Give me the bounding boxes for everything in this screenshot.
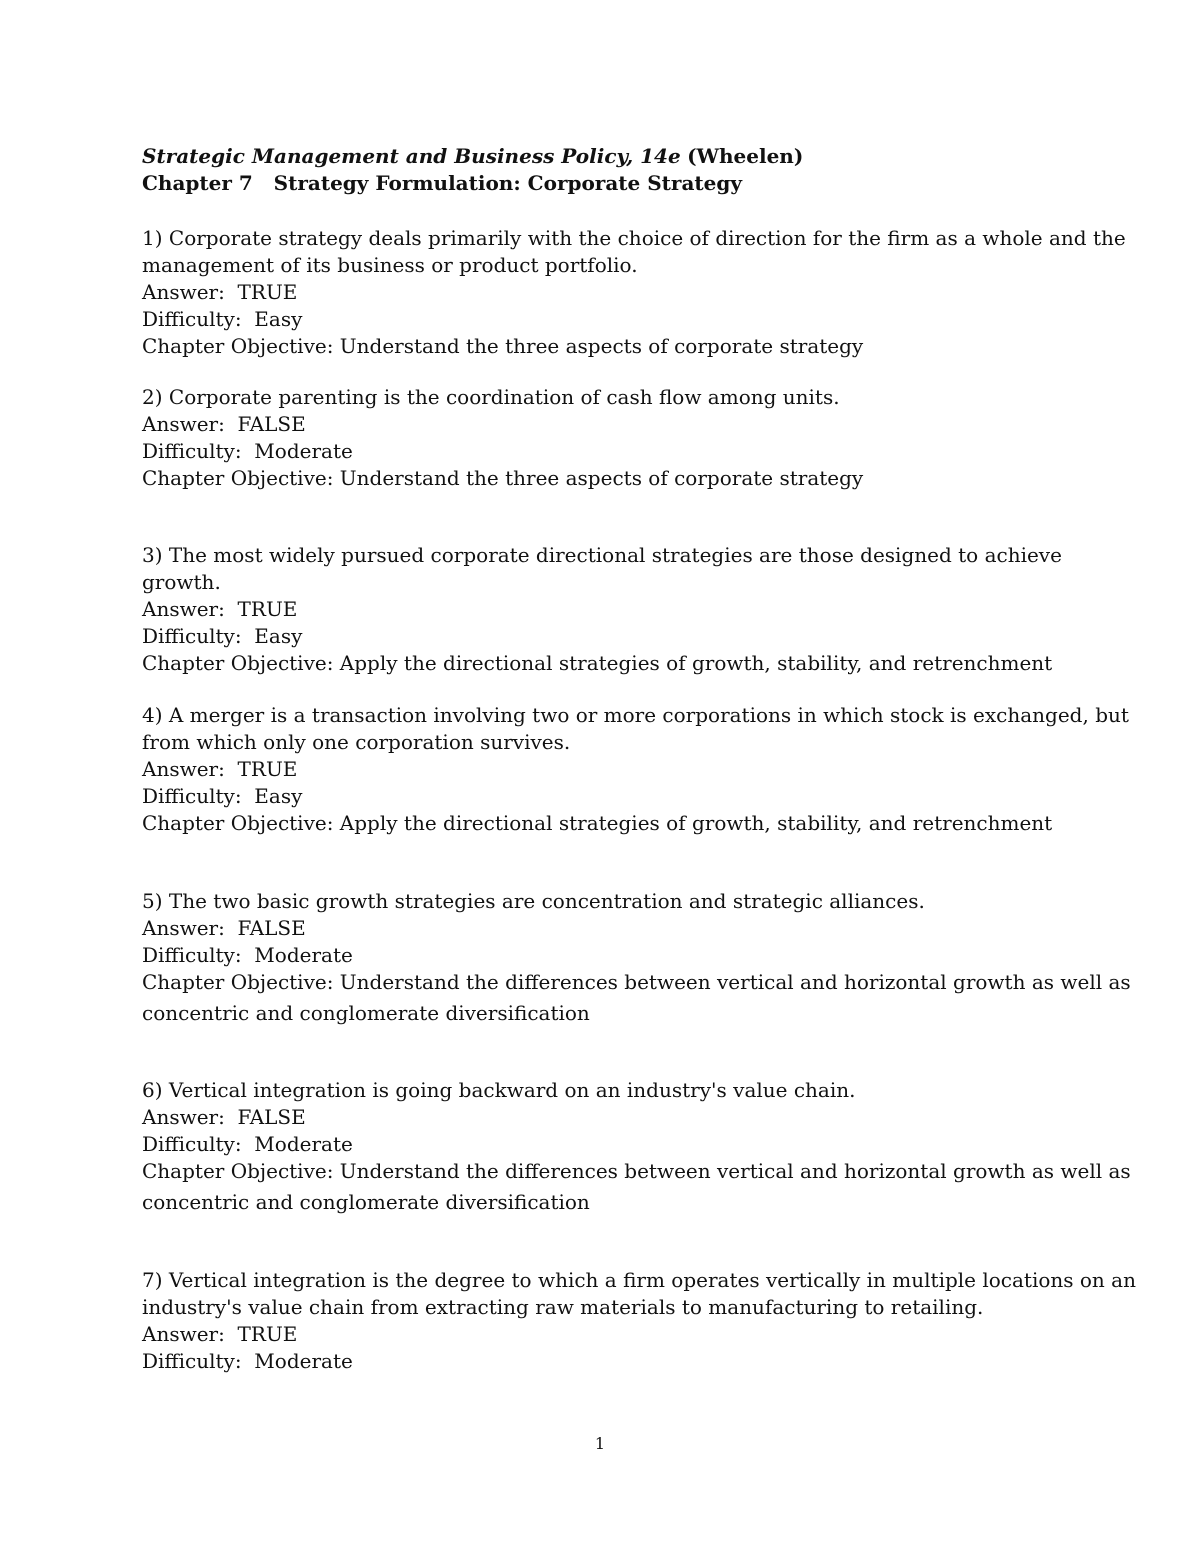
question-2 xyxy=(142,384,863,492)
answer: Answer: TRUE xyxy=(142,757,298,781)
chapter-objective: Chapter Objective: Understand the three aspects of corporate strategy xyxy=(142,334,864,358)
chapter-objective-continued: concentric and conglomerate diversification xyxy=(142,1001,590,1025)
author: (Wheelen) xyxy=(687,144,804,168)
difficulty: Difficulty: Easy xyxy=(142,307,303,331)
difficulty: Difficulty: Easy xyxy=(142,624,303,648)
question-text-line: 3) The most widely pursued corporate directional strategies are those designed to achieve xyxy=(142,543,1062,567)
difficulty: Difficulty: Moderate xyxy=(142,1349,353,1373)
chapter-objective-continued: concentric and conglomerate diversification xyxy=(142,1190,590,1214)
question-text-line: growth. xyxy=(142,570,221,594)
question-7 xyxy=(142,1267,1136,1375)
question-text-line: industry's value chain from extracting raw materials to manufacturing to retailing. xyxy=(142,1295,984,1319)
question-5 xyxy=(142,888,1131,1027)
chapter-heading: Chapter 7 Strategy Formulation: Corporate Strategy xyxy=(142,171,742,195)
answer: Answer: TRUE xyxy=(142,280,298,304)
question-1 xyxy=(142,225,1126,360)
difficulty: Difficulty: Moderate xyxy=(142,943,353,967)
answer: Answer: FALSE xyxy=(142,916,306,940)
page-number: 1 xyxy=(594,1434,606,1453)
chapter-objective: Chapter Objective: Apply the directional strategies of growth, stability, and retrenchment xyxy=(142,811,1053,835)
answer: Answer: FALSE xyxy=(142,1105,306,1129)
question-text-line: 1) Corporate strategy deals primarily with the choice of direction for the firm as a whole and the xyxy=(142,226,1126,250)
question-text-line: 6) Vertical integration is going backward on an industry's value chain. xyxy=(142,1078,856,1102)
question-6 xyxy=(142,1077,1131,1216)
chapter-objective: Chapter Objective: Understand the differences between vertical and horizontal growth as well as xyxy=(142,1159,1131,1183)
answer: Answer: TRUE xyxy=(142,1322,298,1346)
question-text-line: from which only one corporation survives. xyxy=(142,730,571,754)
question-text-line: 4) A merger is a transaction involving two or more corporations in which stock is exchanged, but xyxy=(142,703,1129,727)
chapter-objective: Chapter Objective: Understand the differences between vertical and horizontal growth as well as xyxy=(142,970,1131,994)
question-text-line: 2) Corporate parenting is the coordination of cash flow among units. xyxy=(142,385,840,409)
question-text-line: 5) The two basic growth strategies are concentration and strategic alliances. xyxy=(142,889,925,913)
difficulty: Difficulty: Moderate xyxy=(142,439,353,463)
answer: Answer: TRUE xyxy=(142,597,298,621)
book-title: Strategic Management and Business Policy, 14e xyxy=(142,144,681,168)
question-text-line: 7) Vertical integration is the degree to which a firm operates vertically in multiple locations on an xyxy=(142,1268,1136,1292)
difficulty: Difficulty: Moderate xyxy=(142,1132,353,1156)
difficulty: Difficulty: Easy xyxy=(142,784,303,808)
chapter-objective: Chapter Objective: Understand the three aspects of corporate strategy xyxy=(142,466,864,490)
question-4 xyxy=(142,702,1129,837)
question-3 xyxy=(142,542,1062,677)
answer: Answer: FALSE xyxy=(142,412,306,436)
title-line xyxy=(142,143,803,170)
question-text-line: management of its business or product portfolio. xyxy=(142,253,638,277)
chapter-objective: Chapter Objective: Apply the directional strategies of growth, stability, and retrenchment xyxy=(142,651,1053,675)
